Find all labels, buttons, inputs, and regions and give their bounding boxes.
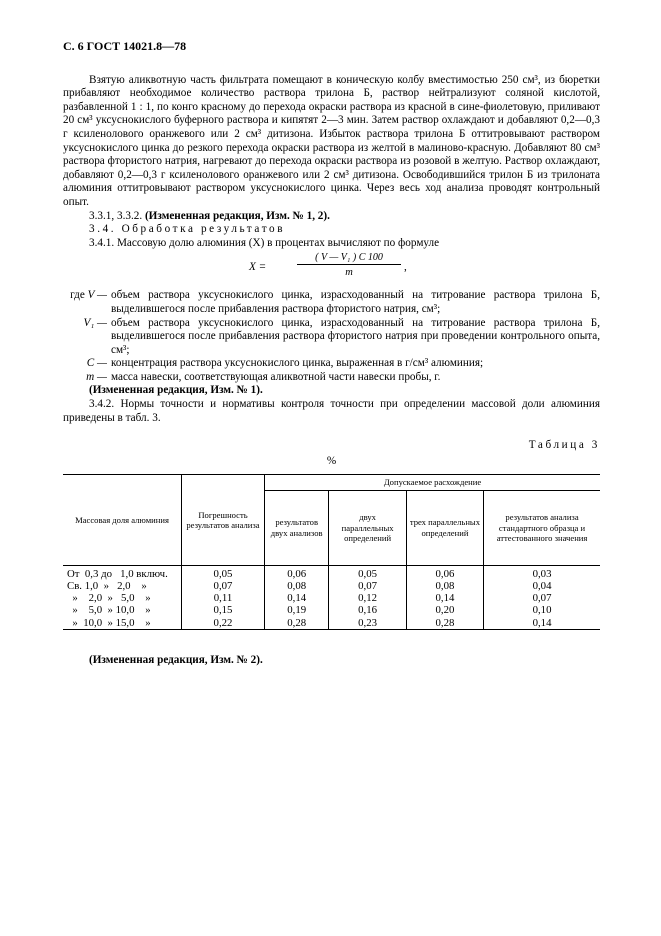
page-header: С. 6 ГОСТ 14021.8—78 — [63, 39, 187, 53]
cell-value: 0,04 — [484, 580, 600, 592]
cell-value: 0,06 — [406, 565, 483, 580]
cell-range: » 2,0 » 5,0 » — [63, 592, 182, 604]
table-caption-row — [63, 439, 600, 453]
table-row — [63, 580, 600, 592]
revision-note: (Измененная редакция, Изм. № 1, 2). — [144, 209, 330, 222]
formula-lhs: X = — [249, 261, 267, 274]
revision-note-2: (Измененная редакция, Изм. № 2). — [89, 653, 263, 666]
definition-text: масса навески, соответствующая аликвотной части навески пробы, г. — [111, 370, 441, 383]
formula-comma: , — [404, 261, 407, 274]
cell-value: 0,08 — [265, 580, 329, 592]
cell-range: От 0,3 до 1,0 включ. — [63, 565, 182, 580]
definition-symbol: C — — [86, 357, 107, 370]
table-row — [63, 604, 600, 616]
cell-value: 0,12 — [329, 592, 406, 604]
header-two-analyses: результатов двух анализов — [265, 490, 329, 565]
cell-value: 0,19 — [265, 604, 329, 616]
table-caption: Таблица 3 — [528, 439, 600, 452]
cell-value: 0,07 — [484, 592, 600, 604]
formula-numerator: ( V — V₁ ) C 100 — [315, 252, 383, 264]
cell-value: 0,05 — [182, 565, 265, 580]
paragraph-procedure: Взятую аликвотную часть фильтрата помещают в коническую колбу вместимостью 250 см³, из бюретки прибавляют необходимое количество раствора трилона Б, раствор нейтрализуют соляной кислотой, разбавленной 1 : 1, по конго красному до перехода окраски раствора из красной в сине-фиолетовую, приливают 20 см³ уксуснокислого буферного раствора и кипятят 2—3 мин. Затем раствор охлаждают и добавляют 0,2—0,3 г ксиленолового оранжевого или 2 см³ дитизона. Избыток раствора трилона Б оттитровывают раствором уксуснокислого цинка до резкого перехода окраски раствора из желтой в малиново-красную. Добавляют 80 см³ раствора фтористого натрия, нагревают до перехода окраски раствора из розовой в желтую. Раствор охлаждают, добавляют 0,2—0,3 г ксиленолового оранжевого или 2 см³ дитизона. Освободившийся трилон Б из трилоната алюминия оттитровывают раствором уксуснокислого цинка. Через весь ход анализа проводят контрольный опыт. — [63, 73, 600, 208]
formula — [63, 251, 600, 287]
fraction-bar — [297, 264, 401, 265]
cell-value: 0,14 — [406, 592, 483, 604]
definition-c — [63, 357, 600, 371]
definition-symbol: V₁ — — [83, 316, 107, 329]
header-standard-sample: результатов анализа стандартного образца и аттестованного значения — [484, 490, 600, 565]
cell-value: 0,05 — [329, 565, 406, 580]
header-two-parallel: двух параллельных определений — [329, 490, 406, 565]
table-row — [63, 565, 600, 580]
variable-definitions — [63, 289, 600, 384]
cell-value: 0,15 — [182, 604, 265, 616]
cell-range: » 10,0 » 15,0 » — [63, 617, 182, 630]
definition-symbol: где V — — [70, 289, 107, 302]
cell-value: 0,28 — [406, 617, 483, 630]
cell-value: 0,16 — [329, 604, 406, 616]
definition-text: объем раствора уксуснокислого цинка, израсходованный на титрование раствора трилона Б, выделившегося после прибавления раствора фтористого натрия, см³; — [111, 289, 600, 315]
table-row — [63, 617, 600, 630]
cell-value: 0,07 — [182, 580, 265, 592]
revision-note-1: (Измененная редакция, Изм. № 1). — [89, 384, 263, 397]
definition-v — [63, 289, 600, 316]
cell-range: » 5,0 » 10,0 » — [63, 604, 182, 616]
document-page — [63, 40, 600, 667]
paragraph-formula-intro: 3.4.1. Массовую долю алюминия (X) в процентах вычисляют по формуле — [89, 236, 440, 249]
section-heading — [63, 223, 600, 237]
cell-value: 0,14 — [265, 592, 329, 604]
paragraph-norms: 3.4.2. Нормы точности и нормативы контроля точности при определении массовой доли алюминия приведены в табл. 3. — [63, 398, 600, 424]
header-mass-fraction: Массовая доля алюминия — [63, 475, 182, 565]
cell-value: 0,14 — [484, 617, 600, 630]
definition-v1 — [63, 317, 600, 358]
cell-range: Св. 1,0 » 2,0 » — [63, 580, 182, 592]
definition-symbol: m — — [86, 370, 107, 383]
cell-value: 0,11 — [182, 592, 265, 604]
table-row — [63, 592, 600, 604]
cell-value: 0,28 — [265, 617, 329, 630]
paragraph-revision-1-2 — [63, 210, 600, 224]
table-unit: % — [326, 454, 337, 467]
accuracy-table — [63, 474, 600, 629]
definition-m — [63, 371, 600, 385]
cell-value: 0,23 — [329, 617, 406, 630]
header-allowed-difference: Допускаемое расхождение — [265, 475, 601, 490]
cell-value: 0,06 — [265, 565, 329, 580]
cell-value: 0,22 — [182, 617, 265, 630]
definition-text: объем раствора уксуснокислого цинка, израсходованный на титрование раствора трилона Б, выделившегося после прибавления раствора фтористого натрия при проведении контрольного опыта, см³; — [111, 316, 600, 356]
cell-value: 0,20 — [406, 604, 483, 616]
section-heading-text: 3.4. Обработка результатов — [89, 223, 286, 236]
definition-text: концентрация раствора уксуснокислого цинка, выраженная в г/см³ алюминия; — [111, 357, 484, 370]
cell-value: 0,07 — [329, 580, 406, 592]
header-error: Погрешность результатов анализа — [182, 475, 265, 565]
cell-value: 0,03 — [484, 565, 600, 580]
cell-value: 0,08 — [406, 580, 483, 592]
clause-ref: 3.3.1, 3.3.2. — [89, 209, 145, 222]
header-three-parallel: трех параллельных определений — [406, 490, 483, 565]
cell-value: 0,10 — [484, 604, 600, 616]
formula-denominator: m — [345, 267, 353, 279]
